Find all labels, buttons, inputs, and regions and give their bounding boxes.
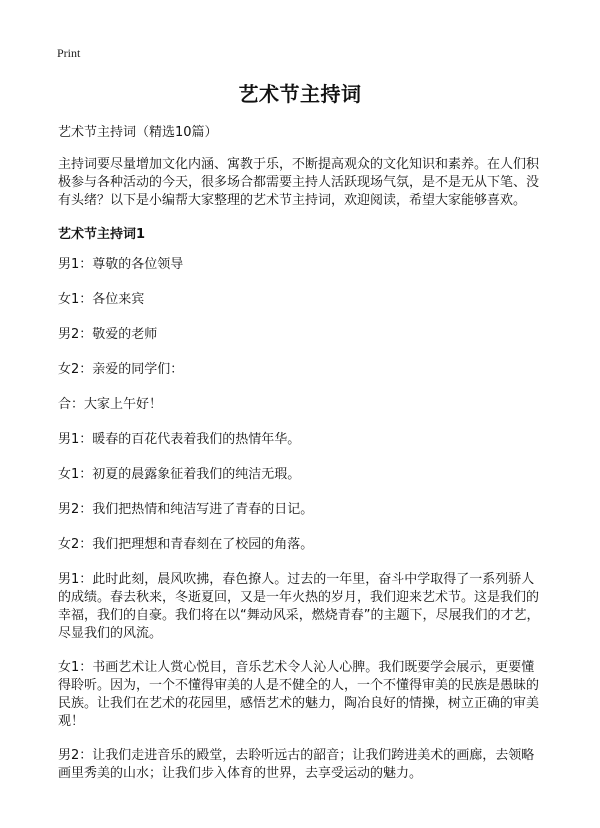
script-paragraph: 男1：此时此刻，晨风吹拂，春色撩人。过去的一年里，奋斗中学取得了一系列骄人的成绩。春去秋来，冬逝夏回，又是一年火热的岁月，我们迎来艺术节。这是我们的幸福，我们的自豪。我们将在以“舞动风采，燃烧青春”的主题下，尽展我们的才艺，尽显我们的风流。 (58, 572, 540, 641)
script-paragraph: 女1：书画艺术让人赏心悦目，音乐艺术令人沁人心脾。我们既要学会展示，更要懂得聆听。因为，一个不懂得审美的人是不健全的人，一个不懂得审美的民族是愚昧的民族。让我们在艺术的花园里，感悟艺术的魅力，陶冶良好的情操，树立正确的审美观！ (58, 660, 540, 729)
script-line: 男2：我们把热情和纯洁写进了青春的日记。 (58, 502, 314, 517)
script-line: 男2：敬爱的老师 (58, 327, 158, 342)
script-line: 女1：初夏的晨露象征着我们的纯洁无瑕。 (58, 467, 301, 482)
script-line: 合：大家上午好！ (58, 397, 163, 412)
script-paragraph: 男2：让我们走进音乐的殿堂，去聆听远古的韶音；让我们跨进美术的画廊，去领略画里秀美的山水；让我们步入体育的世界，去享受运动的魅力。 (58, 748, 535, 781)
script-line: 女1：各位来宾 (58, 292, 145, 307)
script-line: 男1：尊敬的各位领导 (58, 257, 184, 272)
document-body (58, 124, 546, 799)
script-line: 女2：我们把理想和青春刻在了校园的角落。 (58, 537, 314, 552)
page-title: 艺术节主持词 (238, 82, 362, 106)
intro-paragraph: 主持词要尽量增加文化内涵、寓教于乐，不断提高观众的文化知识和素养。在人们积极参与各种活动的今天，很多场合都需要主持人活跃现场气氛，是不是无从下笔、没有头绪？以下是小编帮大家整理的艺术节主持词，欢迎阅读，希望大家能够喜欢。 (58, 157, 540, 208)
section-heading: 艺术节主持词1 (58, 227, 146, 242)
script-line: 男1：暖春的百花代表着我们的热情年华。 (58, 432, 301, 447)
script-line: 女2：亲爱的同学们： (58, 362, 184, 377)
document-subtitle: 艺术节主持词（精选10篇） (58, 125, 218, 140)
print-link[interactable]: Print (57, 46, 81, 60)
